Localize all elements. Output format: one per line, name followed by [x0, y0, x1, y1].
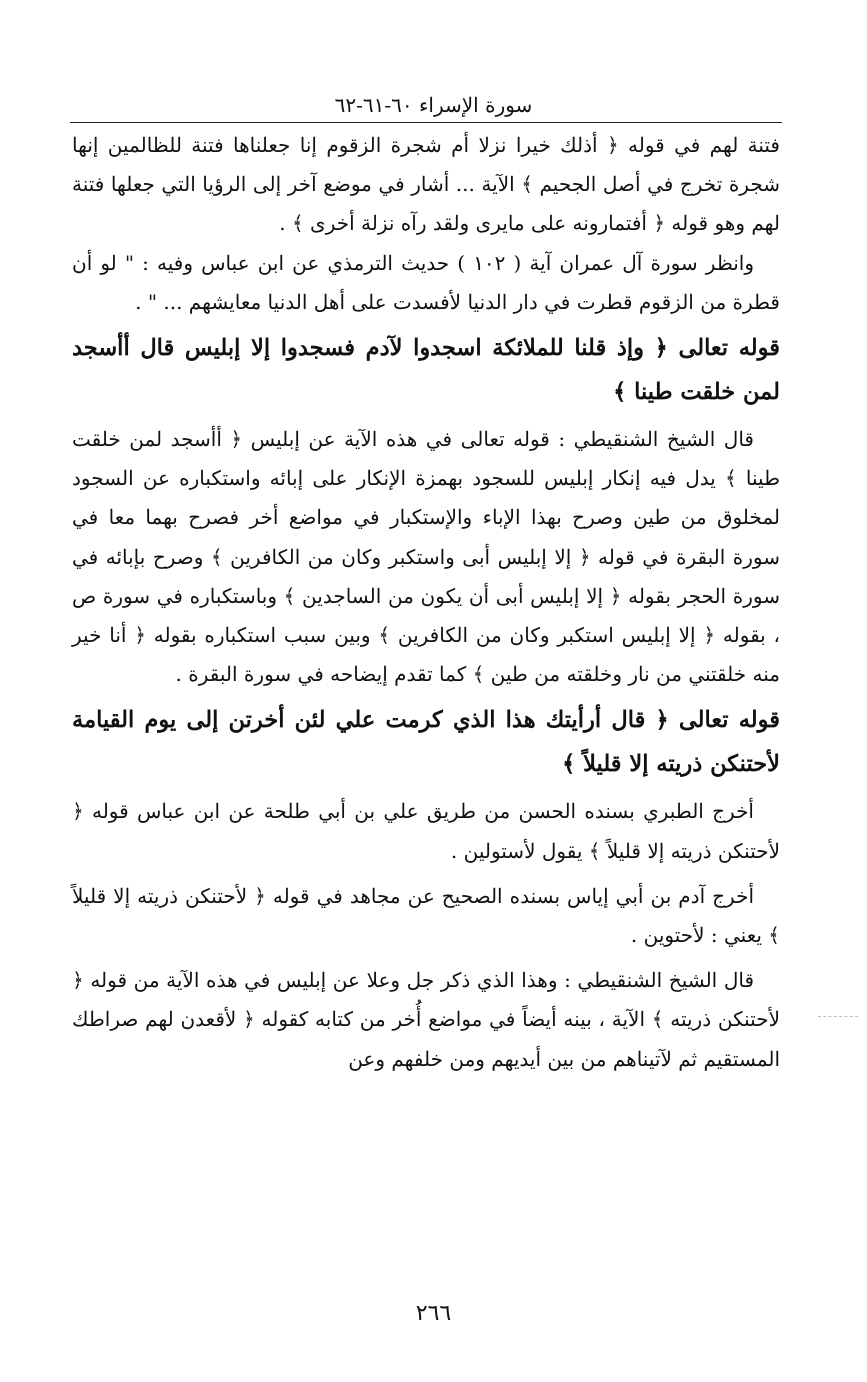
header-rule [70, 122, 782, 123]
paragraph: فتنة لهم في قوله ﴿ أذلك خيرا نزلا أم شجرة الزقوم إنا جعلناها فتنة للظالمين إنها شجرة تخرج في أصل الجحيم ﴾ الآية ... أشار في موضع آخر إلى الرؤيا التي جعلها فتنة لهم وهو قوله ﴿ أفتمارونه على مايرى ولقد رآه نزلة أخرى ﴾ . [72, 133, 780, 236]
margin-mark [818, 1016, 858, 1017]
paragraph: أخرج آدم بن أبي إياس بسنده الصحيح عن مجاهد في قوله ﴿ لأحتنكن ذريته إلا قليلاً ﴾ يعني : لأحتوين . [72, 883, 780, 948]
page-number: ٢٦٦ [415, 1301, 452, 1326]
body-text [72, 126, 780, 1079]
paragraph: وانظر سورة آل عمران آية ( ١٠٢ ) حديث الترمذي عن ابن عباس وفيه : " لو أن قطرة من الزقوم قطرت في دار الدنيا لأفسدت على أهل الدنيا معايشهم ... " . [72, 250, 780, 314]
verse-heading: قوله تعالى ﴿ قال أرأيتك هذا الذي كرمت علي لئن أخرتن إلى يوم القيامة لأحتنكن ذريته إلا قليلاً ﴾ [72, 707, 780, 778]
running-head: سورة الإسراء ٦٠-٦١-٦٢ [334, 93, 533, 117]
paragraph: قال الشيخ الشنقيطي : وهذا الذي ذكر جل وعلا عن إبليس في هذه الآية من قوله ﴿ لأحتنكن ذريته ﴾ الآية ، بينه أيضاً في مواضع أُخر من كتابه كقوله ﴿ لأقعدن لهم صراطك المستقيم ثم لآتيناهم من بين أيديهم ومن خلفهم وعن [72, 968, 780, 1071]
paragraph: قال الشيخ الشنقيطي : قوله تعالى في هذه الآية عن إبليس ﴿ أأسجد لمن خلقت طينا ﴾ يدل فيه إنكار إبليس للسجود بهمزة الإنكار على إبائه واستكباره عن السجود لمخلوق من طين وصرح بهذا الإباء والإستكبار في مواضع أخر فصرح بهما معا في سورة البقرة في قوله ﴿ إلا إبليس أبى واستكبر وكان من الكافرين ﴾ وصرح بإبائه في سورة الحجر بقوله ﴿ إلا إبليس أبى أن يكون من الساجدين ﴾ وباستكباره في سورة ص ، بقوله ﴿ إلا إبليس استكبر وكان من الكافرين ﴾ وبين سبب استكباره بقوله ﴿ أنا خير منه خلقتني من نار وخلقته من طين ﴾ كما تقدم إيضاحه في سورة البقرة . [72, 427, 781, 687]
paragraph: أخرج الطبري بسنده الحسن من طريق علي بن أبي طلحة عن ابن عباس قوله ﴿ لأحتنكن ذريته إلا قليلاً ﴾ يقول لأستولين . [72, 799, 780, 863]
verse-heading: قوله تعالى ﴿ وإذ قلنا للملائكة اسجدوا لآدم فسجدوا إلا إبليس قال أأسجد لمن خلقت طينا ﴾ [72, 335, 780, 406]
